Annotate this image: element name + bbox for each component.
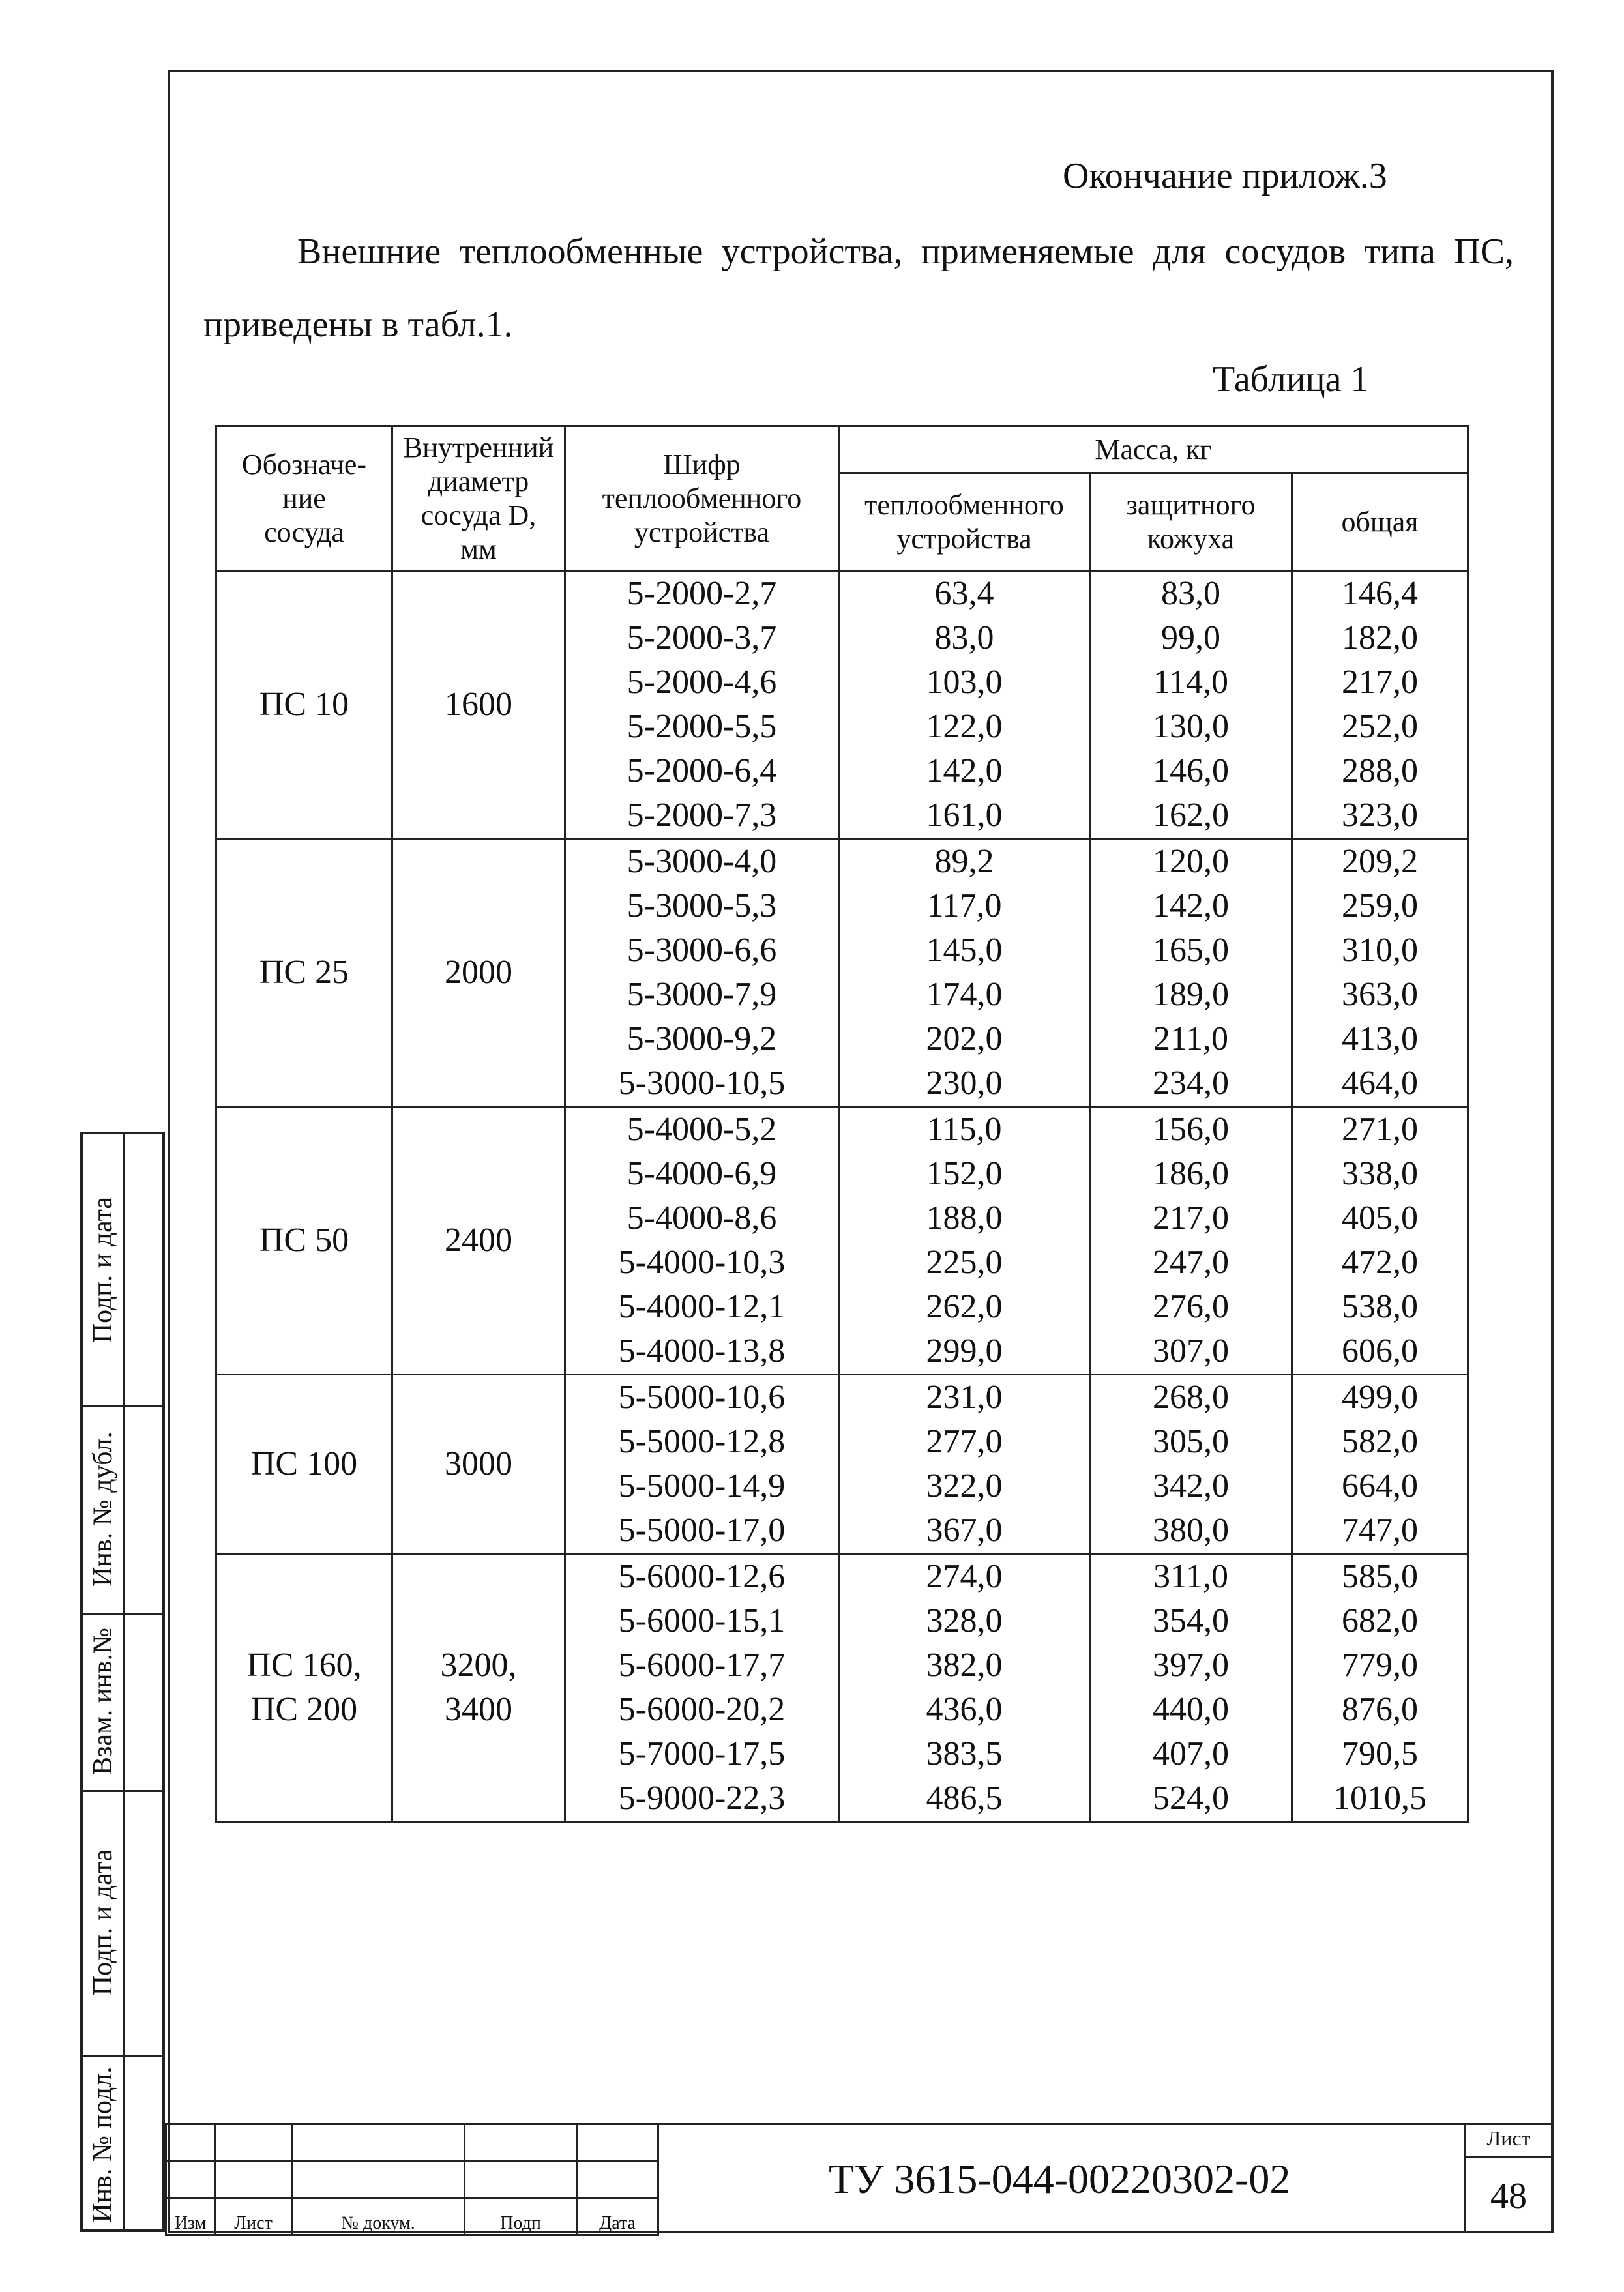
cell-casing: 380,0 [1153, 1512, 1229, 1549]
cell-hx: 83,0 [934, 619, 994, 656]
cell-casing: 142,0 [1153, 887, 1229, 924]
cell-hx: 142,0 [926, 752, 1003, 789]
column-hx [839, 839, 1090, 1107]
cell-casing: 342,0 [1153, 1467, 1229, 1505]
cell-total: 1010,5 [1333, 1780, 1426, 1817]
cell-hx: 274,0 [926, 1558, 1003, 1595]
cell-codes: 5-4000-10,3 [618, 1244, 786, 1281]
column-total [1292, 571, 1468, 839]
vessel-diameter: 2400 [392, 1107, 565, 1375]
revision-grid [165, 2123, 659, 2236]
cell-total: 585,0 [1342, 1558, 1418, 1595]
sheet-box [1464, 2123, 1551, 2233]
cell-total: 310,0 [1342, 932, 1418, 969]
cell-total: 538,0 [1342, 1288, 1418, 1325]
column-codes [565, 1107, 839, 1375]
intro-paragraph: Внешние теплообменные устройства, применяемые для сосудов типа ПС, приведены в табл.1. [203, 231, 1514, 345]
header-mass-total: общая [1292, 473, 1468, 571]
column-hx [839, 571, 1090, 839]
cell-total: 747,0 [1342, 1512, 1418, 1549]
cell-hx: 436,0 [926, 1691, 1003, 1728]
column-casing [1090, 1375, 1292, 1554]
cell-hx: 383,5 [926, 1735, 1003, 1772]
cell-casing: 307,0 [1153, 1332, 1229, 1370]
title-block [165, 2123, 1551, 2233]
cell-casing: 165,0 [1153, 932, 1229, 969]
cell-total: 271,0 [1342, 1111, 1418, 1148]
vessel-designation: ПС 100 [216, 1375, 392, 1554]
vessel-group-row [216, 1554, 1468, 1822]
cell-codes: 5-4000-12,1 [618, 1288, 786, 1325]
cell-casing: 276,0 [1153, 1288, 1229, 1325]
stamp-col-sheet: Лист [215, 2198, 292, 2235]
cell-casing: 247,0 [1153, 1244, 1229, 1281]
cell-codes: 5-6000-17,7 [618, 1647, 786, 1684]
cell-hx: 174,0 [926, 976, 1003, 1013]
cell-hx: 277,0 [926, 1423, 1003, 1460]
cell-hx: 161,0 [926, 797, 1003, 834]
column-total [1292, 1107, 1468, 1375]
cell-casing: 397,0 [1153, 1647, 1229, 1684]
cell-total: 259,0 [1342, 887, 1418, 924]
cell-total: 217,0 [1342, 664, 1418, 701]
appendix-continuation: Окончание прилож.3 [1063, 156, 1387, 196]
column-hx [839, 1107, 1090, 1375]
cell-hx: 117,0 [926, 887, 1002, 924]
cell-hx: 188,0 [926, 1199, 1003, 1237]
cell-codes: 5-4000-13,8 [618, 1332, 786, 1370]
cell-casing: 311,0 [1153, 1558, 1229, 1595]
side-label-original-inv: Инв. № подл. [88, 2066, 118, 2223]
cell-total: 146,4 [1342, 575, 1418, 612]
header-designation: Обозначе- ние сосуда [216, 426, 392, 571]
cell-hx: 89,2 [934, 843, 994, 880]
cell-codes: 5-9000-22,3 [618, 1780, 786, 1817]
table-body [216, 571, 1468, 1822]
side-label-sign-date-2: Подп. и дата [88, 1849, 119, 1996]
cell-codes: 5-2000-4,6 [627, 664, 777, 701]
cell-codes: 5-4000-8,6 [627, 1199, 777, 1237]
cell-hx: 225,0 [926, 1244, 1003, 1281]
cell-casing: 146,0 [1153, 752, 1229, 789]
stamp-col-doc-number: № докум. [292, 2198, 465, 2235]
cell-hx: 382,0 [926, 1647, 1003, 1684]
column-codes [565, 571, 839, 839]
cell-casing: 99,0 [1161, 619, 1220, 656]
column-casing [1090, 1107, 1292, 1375]
cell-casing: 524,0 [1153, 1780, 1229, 1817]
cell-codes: 5-2000-5,5 [627, 708, 777, 745]
cell-total: 182,0 [1342, 619, 1418, 656]
vessel-designation: ПС 25 [216, 839, 392, 1107]
side-label-replace-inv: Взам. инв.№ [88, 1627, 118, 1776]
cell-casing: 234,0 [1153, 1065, 1229, 1102]
table-caption: Таблица 1 [1213, 359, 1369, 400]
cell-hx: 230,0 [926, 1065, 1003, 1102]
cell-total: 499,0 [1342, 1379, 1418, 1416]
cell-casing: 217,0 [1153, 1199, 1229, 1237]
column-casing [1090, 839, 1292, 1107]
vessel-designation: ПС 160, ПС 200 [216, 1554, 392, 1822]
vessel-group-row [216, 571, 1468, 839]
cell-hx: 115,0 [926, 1111, 1002, 1148]
cell-total: 582,0 [1342, 1423, 1418, 1460]
vessel-group-row [216, 1375, 1468, 1554]
cell-hx: 299,0 [926, 1332, 1003, 1370]
cell-total: 472,0 [1342, 1244, 1418, 1281]
column-total [1292, 1554, 1468, 1822]
cell-hx: 328,0 [926, 1602, 1003, 1639]
cell-hx: 231,0 [926, 1379, 1003, 1416]
cell-hx: 322,0 [926, 1467, 1003, 1505]
sheet-label: Лист [1486, 2126, 1531, 2150]
column-codes [565, 1554, 839, 1822]
column-total [1292, 1375, 1468, 1554]
cell-codes: 5-3000-4,0 [627, 843, 777, 880]
column-casing [1090, 571, 1292, 839]
cell-codes: 5-2000-2,7 [627, 575, 777, 612]
cell-codes: 5-4000-6,9 [627, 1155, 777, 1192]
cell-casing: 407,0 [1153, 1735, 1229, 1772]
cell-total: 252,0 [1342, 708, 1418, 745]
cell-total: 682,0 [1342, 1602, 1418, 1639]
cell-hx: 122,0 [926, 708, 1003, 745]
cell-total: 790,5 [1342, 1735, 1418, 1772]
cell-total: 464,0 [1342, 1065, 1418, 1102]
column-codes [565, 1375, 839, 1554]
cell-casing: 120,0 [1153, 843, 1229, 880]
cell-codes: 5-5000-14,9 [618, 1467, 786, 1505]
cell-casing: 156,0 [1153, 1111, 1229, 1148]
cell-codes: 5-2000-7,3 [627, 797, 777, 834]
cell-casing: 354,0 [1153, 1602, 1229, 1639]
cell-casing: 186,0 [1153, 1155, 1229, 1192]
cell-casing: 268,0 [1153, 1379, 1229, 1416]
cell-codes: 5-4000-5,2 [627, 1111, 777, 1148]
cell-hx: 145,0 [926, 932, 1003, 969]
header-code: Шифр теплообменного устройства [565, 426, 839, 571]
cell-total: 606,0 [1342, 1332, 1418, 1370]
cell-hx: 367,0 [926, 1512, 1003, 1549]
cell-hx: 202,0 [926, 1020, 1003, 1057]
vessel-designation: ПС 10 [216, 571, 392, 839]
vessel-diameter: 3000 [392, 1375, 565, 1554]
cell-codes: 5-7000-17,5 [618, 1735, 786, 1772]
cell-codes: 5-6000-20,2 [618, 1691, 786, 1728]
cell-total: 338,0 [1342, 1155, 1418, 1192]
cell-total: 876,0 [1342, 1691, 1418, 1728]
cell-casing: 189,0 [1153, 976, 1229, 1013]
vessel-diameter: 1600 [392, 571, 565, 839]
cell-casing: 130,0 [1153, 708, 1229, 745]
cell-codes: 5-5000-17,0 [618, 1512, 786, 1549]
cell-total: 323,0 [1342, 797, 1418, 834]
vessel-diameter: 3200, 3400 [392, 1554, 565, 1822]
cell-casing: 211,0 [1153, 1020, 1229, 1057]
sheet-number: 48 [1466, 2156, 1551, 2233]
stamp-col-date: Дата [577, 2198, 658, 2235]
cell-casing: 440,0 [1153, 1691, 1229, 1728]
vessel-group-row [216, 839, 1468, 1107]
header-mass-hx: теплообменного устройства [839, 473, 1090, 571]
cell-total: 363,0 [1342, 976, 1418, 1013]
cell-casing: 305,0 [1153, 1423, 1229, 1460]
header-diameter: Внутренний диаметр сосуда D, мм [392, 426, 565, 571]
cell-codes: 5-6000-12,6 [618, 1558, 786, 1595]
vessel-designation: ПС 50 [216, 1107, 392, 1375]
column-hx [839, 1554, 1090, 1822]
cell-hx: 486,5 [926, 1780, 1003, 1817]
header-mass: Масса, кг [839, 426, 1468, 473]
vessel-diameter: 2000 [392, 839, 565, 1107]
cell-casing: 114,0 [1153, 664, 1229, 701]
cell-codes: 5-5000-10,6 [618, 1379, 786, 1416]
side-label-dup-inv: Инв. № дубл. [88, 1432, 118, 1587]
column-casing [1090, 1554, 1292, 1822]
cell-total: 664,0 [1342, 1467, 1418, 1505]
document-code: ТУ 3615-044-00220302-02 [829, 2156, 1291, 2202]
cell-codes: 5-5000-12,8 [618, 1423, 786, 1460]
column-codes [565, 839, 839, 1107]
vessel-group-row [216, 1107, 1468, 1375]
cell-total: 413,0 [1342, 1020, 1418, 1057]
cell-codes: 5-2000-6,4 [627, 752, 777, 789]
header-mass-casing: защитного кожуха [1090, 473, 1292, 571]
cell-hx: 103,0 [926, 664, 1003, 701]
cell-casing: 83,0 [1161, 575, 1220, 612]
cell-total: 779,0 [1342, 1647, 1418, 1684]
cell-hx: 63,4 [934, 575, 994, 612]
cell-codes: 5-3000-6,6 [627, 932, 777, 969]
stamp-col-change: Изм [166, 2198, 215, 2235]
cell-codes: 5-3000-10,5 [618, 1065, 786, 1102]
cell-total: 209,2 [1342, 843, 1418, 880]
side-stamp-strip [80, 1132, 165, 2232]
cell-codes: 5-3000-5,3 [627, 887, 777, 924]
cell-codes: 5-6000-15,1 [618, 1602, 786, 1639]
column-hx [839, 1375, 1090, 1554]
cell-codes: 5-3000-7,9 [627, 976, 777, 1013]
cell-codes: 5-3000-9,2 [627, 1020, 777, 1057]
cell-codes: 5-2000-3,7 [627, 619, 777, 656]
stamp-col-signature: Подп [465, 2198, 577, 2235]
side-label-sign-date-1: Подп. и дата [88, 1196, 119, 1344]
cell-hx: 152,0 [926, 1155, 1003, 1192]
cell-total: 405,0 [1342, 1199, 1418, 1237]
cell-casing: 162,0 [1153, 797, 1229, 834]
column-total [1292, 839, 1468, 1107]
heat-exchanger-table [215, 425, 1469, 1823]
cell-total: 288,0 [1342, 752, 1418, 789]
cell-hx: 262,0 [926, 1288, 1003, 1325]
